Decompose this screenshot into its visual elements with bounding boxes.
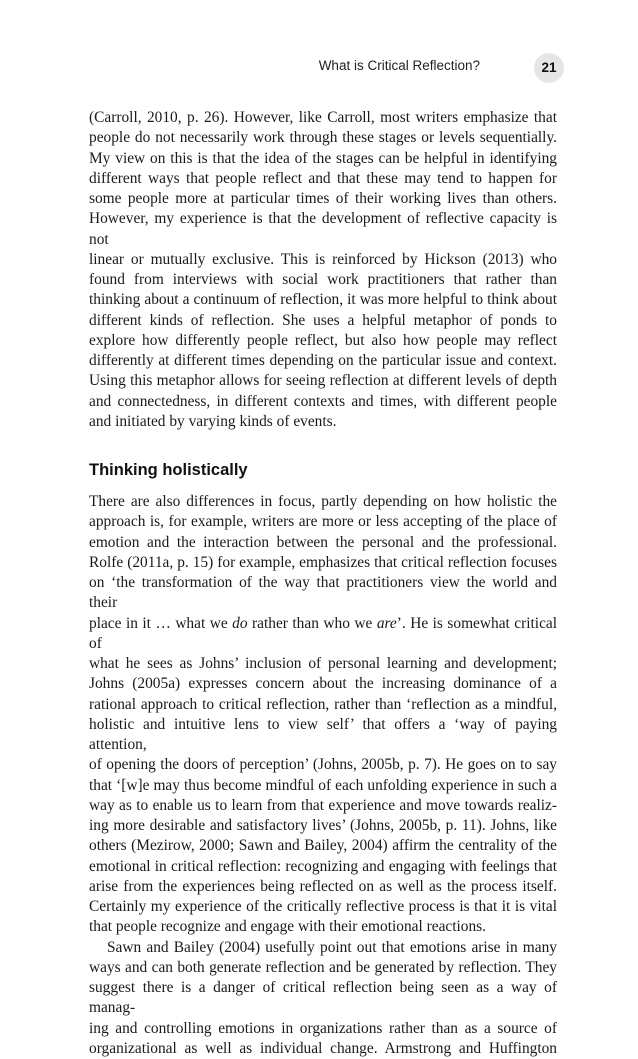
text-line: Using this metaphor allows for seeing reflection at different levels of depth (89, 371, 557, 391)
text-line: (Carroll, 2010, p. 26). However, like Carroll, most writers emphasize that (89, 108, 557, 128)
text-line: holistic and intuitive lens to view self’ that offers a ‘way of paying attention, (89, 715, 557, 756)
text-line: of opening the doors of perception’ (Johns, 2005b, p. 7). He goes on to say (89, 755, 557, 775)
text-line: that people recognize and engage with their emotional reactions. (89, 917, 557, 937)
paragraph-3 (89, 938, 557, 1059)
text-line: others (Mezirow, 2000; Sawn and Bailey, 2004) affirm the centrality of the (89, 836, 557, 856)
text-line: on ‘the transformation of the way that practitioners view the world and their (89, 573, 557, 614)
text-line: people do not necessarily work through these stages or levels sequentially. (89, 128, 557, 148)
text-line: thinking about a continuum of reflection, it was more helpful to think about (89, 290, 557, 310)
text-line: that ‘[w]e may thus become mindful of each unfolding experience in such a (89, 776, 557, 796)
text-line: and connectedness, in different contexts and times, with different people (89, 392, 557, 412)
paragraph-2 (89, 492, 557, 938)
text-line: explore how differently people reflect, but also how people may reflect (89, 331, 557, 351)
text-line: emotional in critical reflection: recognizing and engaging with feelings that (89, 857, 557, 877)
text-line: rational approach to critical reflection, rather than ‘reflection as a mindful, (89, 695, 557, 715)
paragraph-1 (89, 108, 557, 432)
text-line: My view on this is that the idea of the stages can be helpful in identifying (89, 149, 557, 169)
text-line: approach is, for example, writers are more or less accepting of the place of (89, 512, 557, 532)
section-heading: Thinking holistically (89, 460, 557, 480)
text-line: However, my experience is that the development of reflective capacity is not (89, 209, 557, 250)
text-line: some people more at particular times of their working lives than others. (89, 189, 557, 209)
text-line: way as to enable us to learn from that experience and move towards realiz- (89, 796, 557, 816)
text-line: Sawn and Bailey (2004) usefully point out that emotions arise in many (89, 938, 557, 958)
text-line: and initiated by varying kinds of events. (89, 412, 557, 432)
text-line: suggest there is a danger of critical reflection being seen as a way of manag- (89, 978, 557, 1019)
text-line: Johns (2005a) expresses concern about the increasing dominance of a (89, 674, 557, 694)
text-line: what he sees as Johns’ inclusion of personal learning and development; (89, 654, 557, 674)
text-line: ing and controlling emotions in organizations rather than as a source of (89, 1019, 557, 1039)
text-line: Certainly my experience of the critically reflective process is that it is vital (89, 897, 557, 917)
text-segment: ’. He is somewhat critical of (89, 615, 557, 652)
text-line: ing more desirable and satisfactory lives’ (Johns, 2005b, p. 11). Johns, like (89, 816, 557, 836)
body-text (89, 108, 557, 1059)
emphasis-are: are (377, 615, 397, 632)
text-line: differently at different times depending on the particular issue and context. (89, 351, 557, 371)
text-line-with-emphasis (89, 614, 557, 655)
text-line: There are also differences in focus, partly depending on how holistic the (89, 492, 557, 512)
text-line: different kinds of reflection. She uses a helpful metaphor of ponds to (89, 311, 557, 331)
text-segment: place in it … what we (89, 615, 232, 632)
text-line: different ways that people reflect and that these may tend to happen for (89, 169, 557, 189)
text-line: linear or mutually exclusive. This is reinforced by Hickson (2013) who (89, 250, 557, 270)
text-segment: rather than who we (248, 615, 377, 632)
text-line: arise from the experiences being reflected on as well as the process itself. (89, 877, 557, 897)
emphasis-do: do (232, 615, 247, 632)
running-head-title: What is Critical Reflection? (150, 58, 480, 73)
text-line: ways and can both generate reflection and be generated by reflection. They (89, 958, 557, 978)
text-line: found from interviews with social work practitioners that rather than (89, 270, 557, 290)
page-number-badge: 21 (534, 53, 564, 83)
text-line: Rolfe (2011a, p. 15) for example, emphasizes that critical reflection focuses (89, 553, 557, 573)
text-line: organizational as well as individual change. Armstrong and Huffington (89, 1039, 557, 1059)
text-line: emotion and the interaction between the personal and the professional. (89, 533, 557, 553)
